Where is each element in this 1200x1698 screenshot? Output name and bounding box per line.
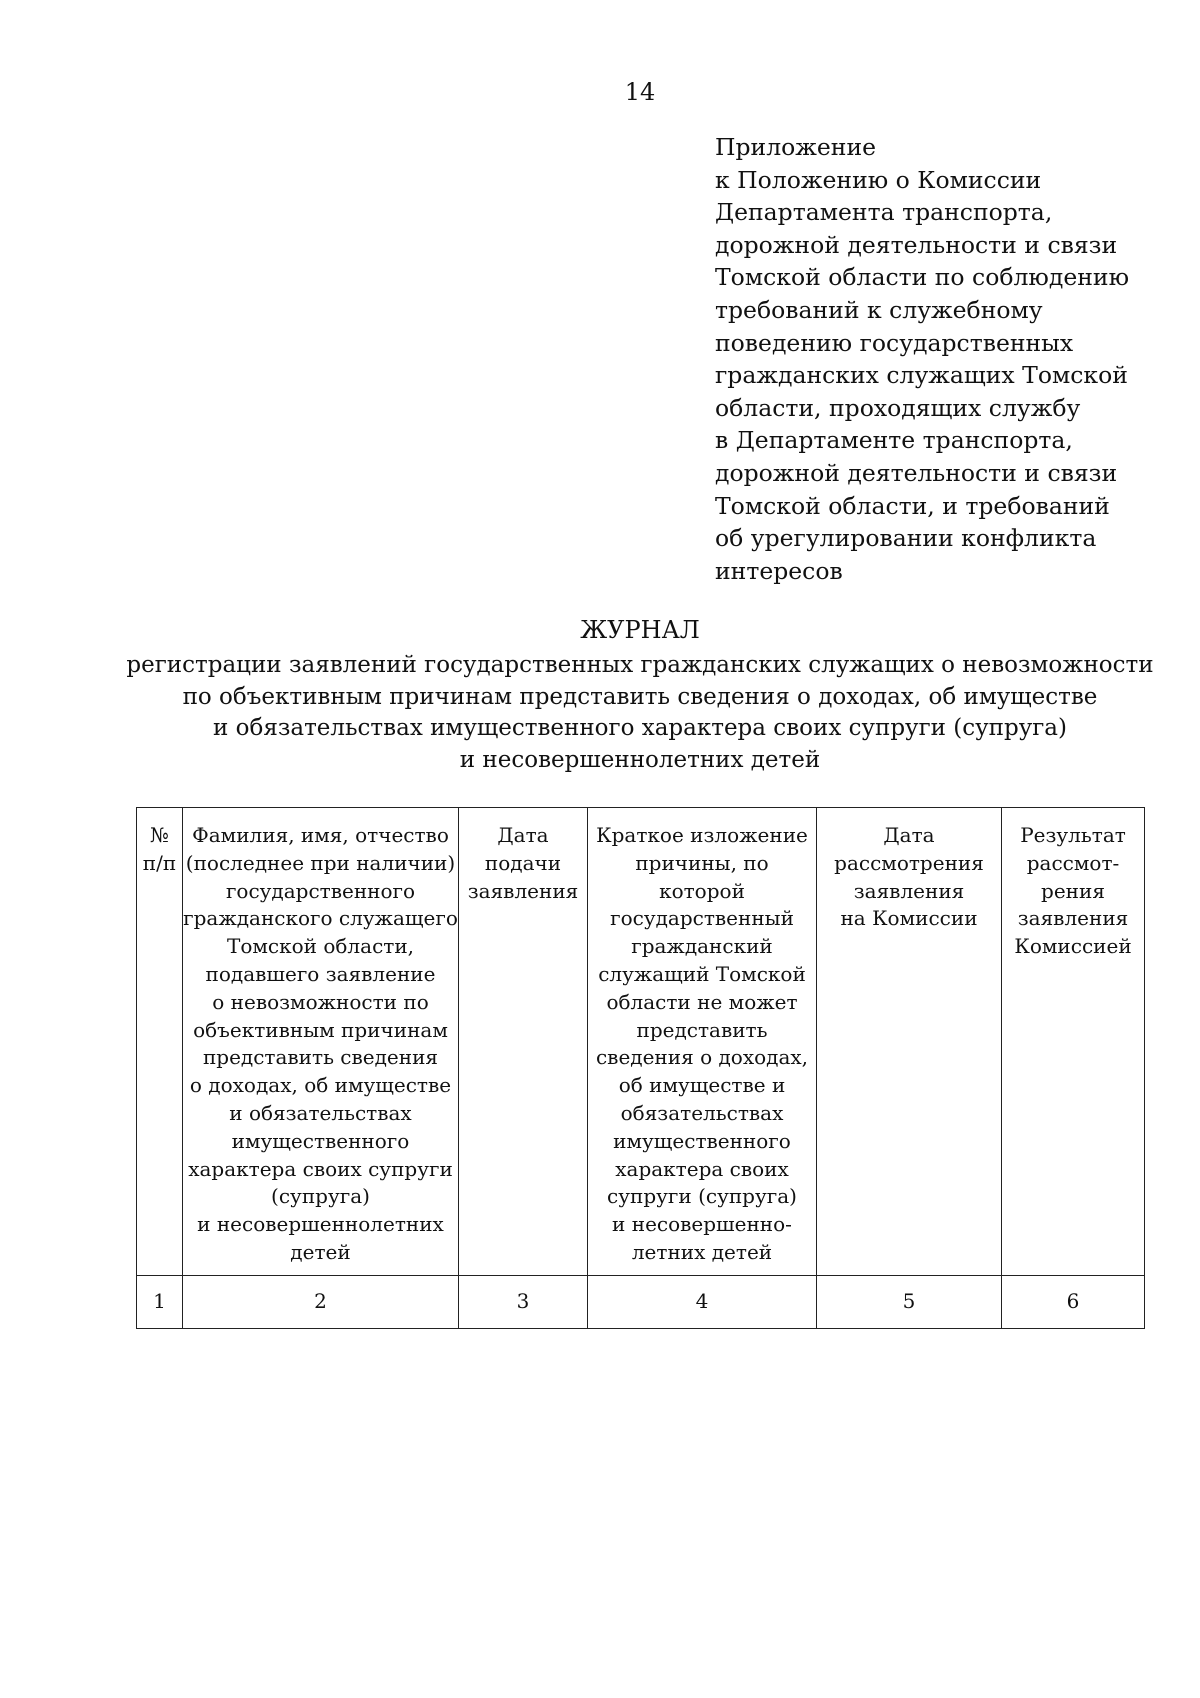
column-number-cell: 2 xyxy=(183,1276,459,1329)
column-header-line: гражданский xyxy=(631,934,773,959)
journal-heading xyxy=(120,614,1160,776)
appendix-line: Томской области по соблюдению xyxy=(715,263,1130,292)
column-header-line: № xyxy=(150,823,169,847)
column-header-line: рассмотрения xyxy=(834,850,984,875)
column-header-line: области не может xyxy=(606,989,798,1014)
column-number-cell: 5 xyxy=(817,1276,1002,1329)
column-header-line: представить сведения xyxy=(202,1045,439,1070)
subtitle-line: и обязательствах имущественного характера своих супруги (супруга) xyxy=(212,715,1067,741)
journal-title: ЖУРНАЛ xyxy=(580,616,700,644)
column-header-line: супруги (супруга) xyxy=(607,1184,797,1209)
column-header-line: которой xyxy=(659,878,745,903)
subtitle-line: регистрации заявлений государственных гражданских служащих о невозможности xyxy=(126,652,1154,678)
appendix-line: к Положению о Комиссии xyxy=(715,165,1042,194)
appendix-line: дорожной деятельности и связи xyxy=(715,458,1118,487)
column-header-line: рения xyxy=(1041,878,1105,903)
column-header-line: объективным причинам xyxy=(193,1017,448,1042)
column-header-line: (последнее при наличии) xyxy=(185,850,456,875)
column-header-line: заявления xyxy=(1017,906,1129,931)
column-header-line: о невозможности по xyxy=(212,989,429,1014)
column-header-4 xyxy=(588,808,817,1276)
table-header-row xyxy=(137,808,1145,1276)
column-header-line: Фамилия, имя, отчество xyxy=(192,823,449,847)
column-header-1 xyxy=(137,808,183,1276)
column-header-line: характера своих xyxy=(615,1156,789,1181)
column-header-line: государственный xyxy=(610,906,794,931)
column-header-line: и несовершенно- xyxy=(612,1212,792,1237)
column-header-line: заявления xyxy=(853,878,965,903)
column-header-line: (супруга) xyxy=(271,1184,370,1209)
column-number-cell: 4 xyxy=(588,1276,817,1329)
appendix-note xyxy=(715,131,1185,587)
column-header-line: характера своих супруги xyxy=(188,1156,453,1181)
column-header-line: детей xyxy=(290,1239,351,1264)
column-header-line: сведения о доходах, xyxy=(595,1045,809,1070)
column-header-line: о доходах, об имуществе xyxy=(189,1073,452,1098)
appendix-line: Приложение xyxy=(715,133,877,161)
journal-subtitle xyxy=(120,650,1160,776)
column-header-line: рассмот- xyxy=(1026,850,1120,875)
column-header-line: имущественного xyxy=(613,1128,791,1153)
subtitle-line: по объективным причинам представить сведения о доходах, об имуществе xyxy=(182,683,1098,710)
page-number: 14 xyxy=(624,78,656,106)
column-header-line: на Комиссии xyxy=(840,906,978,931)
column-header-5 xyxy=(817,808,1002,1276)
column-header-line: имущественного xyxy=(231,1128,410,1153)
appendix-line: в Департаменте транспорта, xyxy=(715,426,1073,455)
appendix-line: дорожной деятельности и связи xyxy=(715,230,1118,259)
appendix-line: Департамента транспорта, xyxy=(715,198,1053,227)
appendix-line: требований к служебному xyxy=(715,295,1043,324)
column-header-line: заявления xyxy=(467,878,579,903)
column-header-line: Краткое изложение xyxy=(596,823,808,847)
appendix-line: об урегулировании конфликта xyxy=(715,524,1097,553)
column-header-line: Дата xyxy=(497,823,549,847)
appendix-line: Томской области, и требований xyxy=(715,491,1110,520)
column-header-line: и обязательствах xyxy=(229,1100,412,1125)
subtitle-line: и несовершеннолетних детей xyxy=(459,746,821,773)
column-header-2 xyxy=(183,808,459,1276)
column-header-line: обязательствах xyxy=(620,1100,784,1125)
column-header-line: п/п xyxy=(142,850,177,875)
column-header-line: причины, по xyxy=(635,850,769,875)
appendix-line: поведению государственных xyxy=(715,328,1074,357)
table-column-number-row xyxy=(137,1276,1145,1329)
appendix-line: области, проходящих службу xyxy=(715,393,1081,422)
column-header-line: представить xyxy=(636,1017,768,1042)
column-number-cell: 1 xyxy=(137,1276,183,1329)
column-header-6 xyxy=(1002,808,1145,1276)
column-header-line: служащий Томской xyxy=(598,961,806,986)
column-header-line: подавшего заявление xyxy=(205,961,436,986)
column-header-line: гражданского служащего xyxy=(183,906,458,931)
appendix-line: гражданских служащих Томской xyxy=(715,361,1128,390)
column-header-line: Комиссией xyxy=(1014,934,1132,959)
appendix-line: интересов xyxy=(715,556,843,585)
column-number-cell: 6 xyxy=(1002,1276,1145,1329)
column-header-line: и несовершеннолетних xyxy=(197,1212,444,1237)
column-header-line: Томской области, xyxy=(226,934,415,959)
column-header-line: государственного xyxy=(225,878,416,903)
column-number-cell: 3 xyxy=(459,1276,588,1329)
column-header-line: Дата xyxy=(883,823,935,847)
journal-table xyxy=(136,807,1145,1329)
column-header-3 xyxy=(459,808,588,1276)
column-header-line: Результат xyxy=(1020,823,1126,847)
column-header-line: подачи xyxy=(484,850,562,875)
column-header-line: летних детей xyxy=(631,1239,773,1264)
column-header-line: об имуществе и xyxy=(618,1073,786,1098)
